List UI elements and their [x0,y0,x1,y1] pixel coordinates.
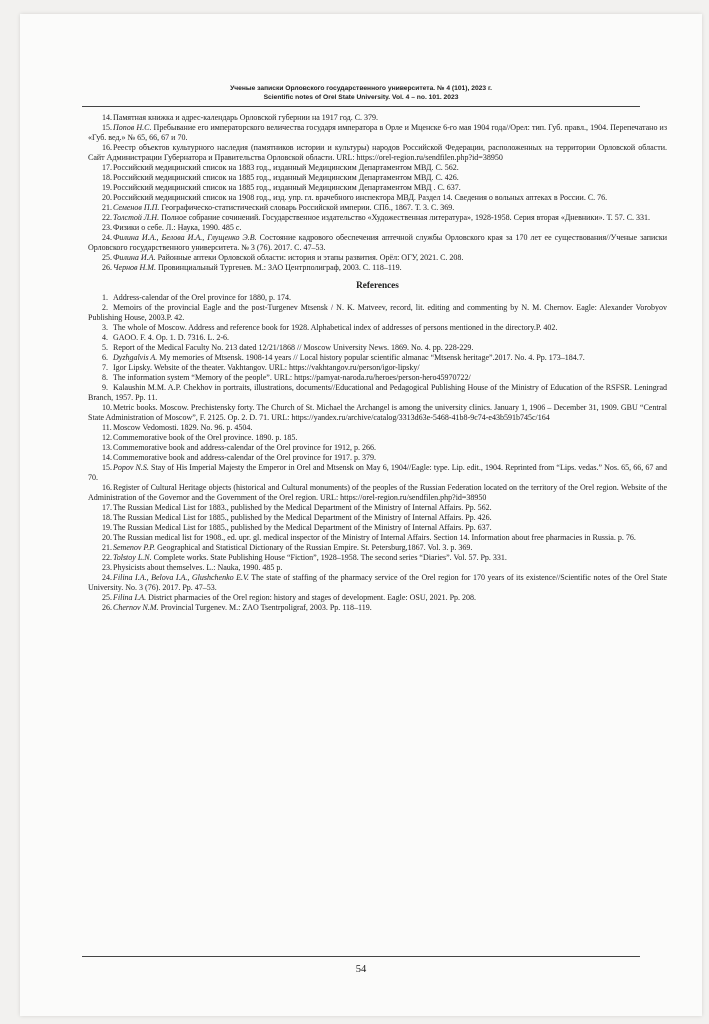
reference-text: Физики о себе. Л.: Наука, 1990. 485 с. [113,223,242,232]
reference-text: Provincial Turgenev. M.: ZAO Tsentrpoligraf, 2003. Pp. 118–119. [158,603,372,612]
reference-number: 12. [102,433,112,442]
reference-entry [88,373,667,383]
bibliography [88,113,667,613]
reference-entry [88,143,667,163]
reference-number: 25. [102,253,112,262]
reference-entry [88,253,667,263]
reference-author: Popov N.S. [113,463,149,472]
reference-text: Памятная книжка и адрес-календарь Орловской губернии на 1917 год. С. 379. [113,113,379,122]
reference-author: Семенов П.П. [113,203,160,212]
reference-text: Kalaushin M.M. A.P. Chekhov in portraits, illustrations, documents//Educational and Pedagogical Publishing House of the Ministry of Education of the RSFSR. Leningrad Branch, 1957. Pp. 11. [88,383,667,402]
reference-entry [88,343,667,353]
reference-author: Tolstoy L.N. [113,553,152,562]
reference-text: Geographical and Statistical Dictionary of the Russian Empire. St. Petersburg,1867. Vol. 3. p. 369. [155,543,473,552]
reference-text: Commemorative book and address-calendar of the Orel province for 1917. p. 379. [113,453,377,462]
reference-entry [88,533,667,543]
reference-entry [88,303,667,323]
reference-text: Районные аптеки Орловской области: история и этапы развития. Орёл: ОГУ, 2021. С. 208. [155,253,464,262]
reference-text: Complete works. State Publishing House “Fiction”, 1928–1958. The second series “Diaries”. Vol. 57. Pp. 331. [151,553,507,562]
reference-entry [88,193,667,203]
reference-text: Commemorative book and address-calendar of the Orel province for 1912, p. 266. [113,443,377,452]
reference-entry [88,563,667,573]
reference-text: Реестр объектов культурного наследия (памятников истории и культуры) народов Российской Федерации, расположенных на территории Орловской области. Сайт Администрации Губернатора и Правительства Орловской области. URL: https://orel-region.ru/sendfilen.php?id=38950 [88,143,667,162]
running-header [20,85,702,102]
reference-entry [88,333,667,343]
reference-text: Состояние кадрового обеспечения аптечной службы Орловского края за 170 лет ее существования//Ученые записки Орловского государственного университета. № 3 (76). 2017. С. 47–53. [88,233,667,252]
reference-number: 5. [102,343,108,352]
reference-entry [88,433,667,443]
reference-number: 17. [102,163,112,172]
reference-text: Полное собрание сочинений. Государственное издательство «Художественная литература», 1928-1958. Серия вторая «Дневники». Т. 57. С. 331. [159,213,651,222]
reference-number: 15. [102,463,112,472]
reference-number: 4. [102,333,108,342]
reference-text: Stay of His Imperial Majesty the Emperor in Orel and Mtsensk on May 6, 1904//Eagle: type. Lip. edit., 1904. Reprinted from “Lips. vedas.” Nos. 65, 66, 67 and 70. [88,463,668,482]
reference-entry [88,163,667,173]
reference-number: 21. [102,203,112,212]
reference-number: 25. [102,593,112,602]
reference-text: My memories of Mtsensk. 1908-14 years // Local history popular scientific almanac “Mtsensk heritage”.2017. No. 4. Pp. 173–184.7. [157,353,585,362]
reference-text: Провинциальный Тургенев. М.: ЗАО Центрполиграф, 2003. С. 118–119. [155,263,402,272]
references-heading: References [356,280,399,290]
reference-number: 16. [102,483,112,492]
reference-entry [88,203,667,213]
page-number: 54 [355,964,367,975]
reference-entry [88,233,667,253]
reference-number: 14. [102,453,112,462]
reference-number: 24. [102,573,112,582]
reference-text: Российский медицинский список на 1883 год., изданный Медицинским Департаментом МВД. С. 562. [113,163,459,172]
reference-entry [88,323,667,333]
reference-text: The whole of Moscow. Address and reference book for 1928. Alphabetical index of addresses of persons mentioned in the directory.P. 402. [113,323,558,332]
reference-text: The state of staffing of the pharmacy service of the Orel region for 170 years of its existence//Scientific notes of the Orel State University. No. 3 (76). 2017. Pp. 47–53. [88,573,667,592]
running-header-english: Scientific notes of Orel State University. Vol. 4 – no. 101. 2023 [263,93,459,101]
reference-number: 14. [102,113,112,122]
reference-number: 18. [102,173,112,182]
reference-text: GAOO. F. 4. Op. 1. D. 7316. L. 2-6. [113,333,230,342]
reference-author: Филина И.А., Белова И.А., Глущенко Э.В. [113,233,257,242]
reference-text: Географическо-статистический словарь Российской империи. СПб., 1867. Т. 3. С. 369. [159,203,455,212]
reference-text: Address-calendar of the Orel province for 1880, p. 174. [113,293,291,302]
reference-number: 19. [102,523,112,532]
reference-text: Российский медицинский список на 1908 год., изд. упр. гл. врачебного инспектора МВД. Раздел 14. Сведения о вольных аптеках в России. С. 76. [113,193,608,202]
references-list [88,293,667,613]
reference-entry [88,513,667,523]
reference-entry [88,523,667,533]
reference-entry [88,423,667,433]
reference-text: Memoirs of the provincial Eagle and the post-Turgenev Mtsensk / N. K. Matveev, record, lit. editing and commenting by N. M. Chernov. Eagle: Alexander Vorobyov Publishing House, 2003.P. 42. [88,303,667,322]
footer-divider [82,956,640,957]
reference-entry [88,463,667,483]
reference-number: 20. [102,193,112,202]
reference-author: Попов Н.С. [113,123,152,132]
reference-author: Dyzhgalvis A. [113,353,158,362]
reference-entry [88,183,667,193]
reference-entry [88,113,667,123]
reference-entry [88,573,667,593]
reference-text: The information system “Memory of the people”. URL: https://pamyat-naroda.ru/heroes/person-hero45970722/ [113,373,471,382]
reference-author: Filina I.A. [113,593,147,602]
reference-text: Commemorative book of the Orel province. 1890. p. 185. [113,433,298,442]
reference-entry [88,503,667,513]
reference-text: Register of Cultural Heritage objects (historical and Cultural monuments) of the peoples of the Russian Federation located on the territory of the Orel region. Website of the Administration of the Governor and the Government of the Orel region. URL: https://orel-region.ru/sendfilen.php?id=38950 [88,483,667,502]
reference-number: 22. [102,213,112,222]
reference-number: 15. [102,123,112,132]
reference-number: 10. [102,403,112,412]
reference-text: Пребывание его императорского величества государя императора в Орле и Мценске 6-го мая 1904 года//Орел: тип. Губ. правл., 1904. Перепечатано из «Губ. вед.» № 65, 66, 67 и 70. [88,123,667,142]
reference-text: Igor Lipsky. Website of the theater. Vakhtangov. URL: https://vakhtangov.ru/person/igor-lipsky/ [113,363,420,372]
header-divider [82,106,640,107]
reference-text: The Russian medical list for 1908., ed. upr. gl. medical inspector of the Ministry of Internal Affairs. Section 14. Information about free pharmacies in Russia. p. 76. [113,533,636,542]
reference-number: 22. [102,553,112,562]
reference-number: 2. [102,303,108,312]
reference-number: 17. [102,503,112,512]
reference-text: The Russian Medical List for 1885., published by the Medical Department of the Ministry of Internal Affairs. Pp. 426. [113,513,492,522]
reference-number: 19. [102,183,112,192]
journal-page [20,14,702,1016]
reference-number: 18. [102,513,112,522]
reference-number: 11. [102,423,112,432]
sources-list [88,113,667,273]
reference-entry [88,603,667,613]
reference-author: Чернов Н.М. [113,263,156,272]
reference-number: 23. [102,223,112,232]
reference-number: 21. [102,543,112,552]
reference-entry [88,353,667,363]
reference-entry [88,403,667,423]
reference-text: Metric books. Moscow. Prechistensky forty. The Church of St. Michael the Archangel is among the university clinics. January 1, 1906 – December 31, 1909. GBU “Central State Administration of Moscow”, F. 2125. Op. 2. D. 71. URL: https://yandex.ru/archive/catalog/3313d63e-5468-41b8-9c74-e43b591b745c/164 [88,403,667,422]
reference-entry [88,453,667,463]
reference-number: 23. [102,563,112,572]
reference-entry [88,123,667,143]
reference-entry [88,213,667,223]
reference-text: District pharmacies of the Orel region: history and stages of development. Eagle: OSU, 2021. Pp. 208. [146,593,477,602]
reference-number: 8. [102,373,108,382]
reference-text: Moscow Vedomosti. 1829. No. 96. p. 4504. [113,423,253,432]
reference-entry [88,263,667,273]
reference-text: Российский медицинский список на 1885 год., изданный Медицинским Департаментом МВД. С. 426. [113,173,459,182]
reference-author: Chernov N.M. [113,603,159,612]
reference-number: 13. [102,443,112,452]
reference-number: 7. [102,363,108,372]
reference-entry [88,173,667,183]
reference-text: Physicists about themselves. L.: Nauka, 1990. 485 p. [113,563,283,572]
reference-text: The Russian Medical List for 1885., published by the Medical Department of the Ministry of Internal Affairs. Pp. 637. [113,523,492,532]
reference-entry [88,553,667,563]
reference-entry [88,223,667,233]
reference-entry [88,593,667,603]
reference-number: 24. [102,233,112,242]
reference-text: Российский медицинский список на 1885 год., изданный Медицинским Департаментом МВД . С. 637. [113,183,461,192]
reference-entry [88,543,667,553]
reference-author: Толстой Л.Н. [113,213,160,222]
reference-number: 26. [102,603,112,612]
reference-entry [88,483,667,503]
reference-entry [88,383,667,403]
reference-number: 26. [102,263,112,272]
reference-number: 9. [102,383,108,392]
reference-number: 20. [102,533,112,542]
reference-number: 3. [102,323,108,332]
reference-entry [88,443,667,453]
reference-entry [88,363,667,373]
reference-author: Filina I.A., Belova I.A., Glushchenko E.V. [113,573,249,582]
reference-number: 1. [102,293,108,302]
reference-number: 16. [102,143,112,152]
reference-text: The Russian Medical List for 1883., published by the Medical Department of the Ministry of Internal Affairs. Pp. 562. [113,503,492,512]
reference-number: 6. [102,353,108,362]
reference-author: Филина И.А. [113,253,156,262]
running-header-russian: Ученые записки Орловского государственного университета. № 4 (101), 2023 г. [230,85,492,92]
reference-entry [88,293,667,303]
reference-author: Semenov P.P. [113,543,156,552]
reference-text: Report of the Medical Faculty No. 213 dated 12/21/1868 // Moscow University News. 1869. No. 4. pp. 228-229. [113,343,474,352]
